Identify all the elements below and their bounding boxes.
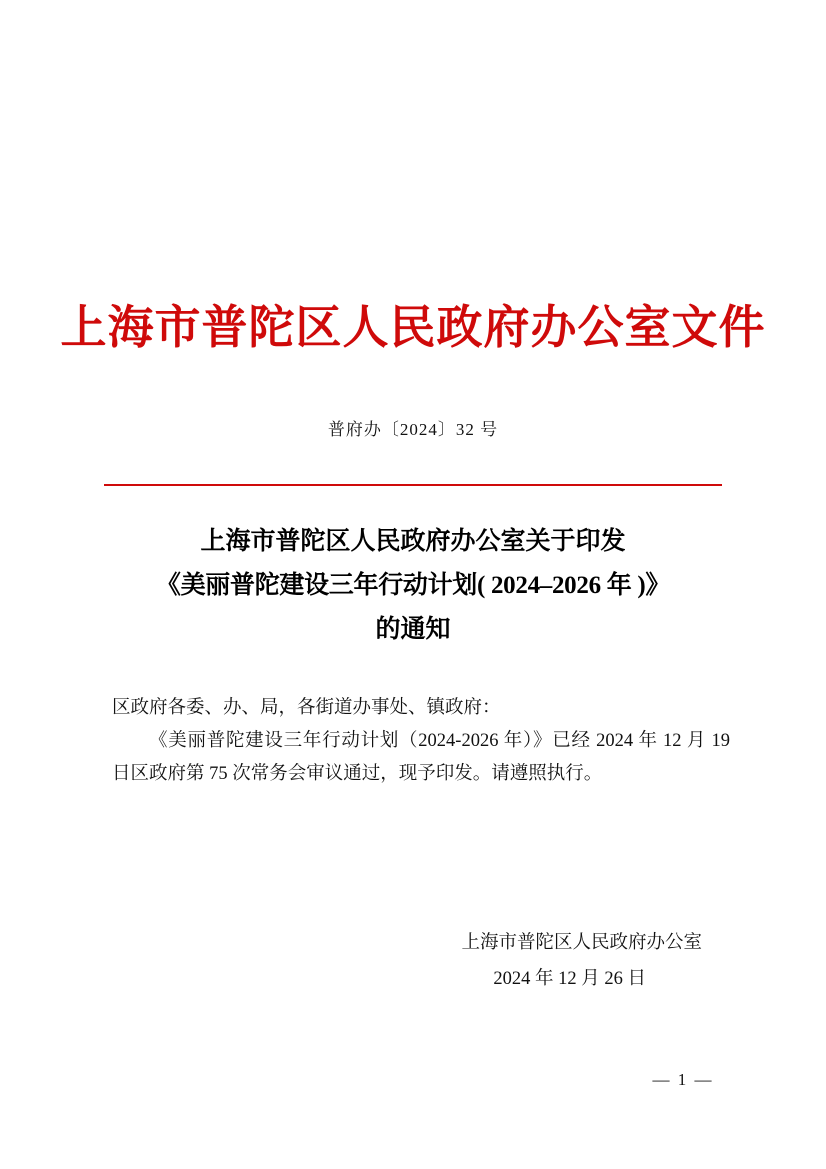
body-paragraph: 《美丽普陀建设三年行动计划（2024-2026 年）》已经 2024 年 12 月 19 日区政府第 75 次常务会审议通过，现予印发。请遵照执行。 <box>112 731 730 784</box>
page-title <box>104 520 722 652</box>
signature-organization: 上海市普陀区人民政府办公室 <box>461 933 702 953</box>
signature-date: 2024 年 12 月 26 日 <box>493 969 646 989</box>
signature-block <box>112 925 730 997</box>
masthead <box>0 300 826 355</box>
masthead-title: 上海市普陀区人民政府办公室文件 <box>60 302 766 353</box>
red-divider-rule <box>104 484 722 486</box>
page-number: — 1 — <box>652 1070 714 1089</box>
addressee-line: 区政府各委、办、局，各街道办事处、镇政府： <box>112 698 501 718</box>
document-body <box>112 692 730 791</box>
page-title-line-3: 的通知 <box>375 616 451 643</box>
page-title-line-1: 上海市普陀区人民政府办公室关于印发 <box>200 528 626 555</box>
page-title-line-2: 《美丽普陀建设三年行动计划( 2024–2026 年 )》 <box>155 572 671 599</box>
document-number: 普府办〔2024〕32 号 <box>327 420 499 439</box>
